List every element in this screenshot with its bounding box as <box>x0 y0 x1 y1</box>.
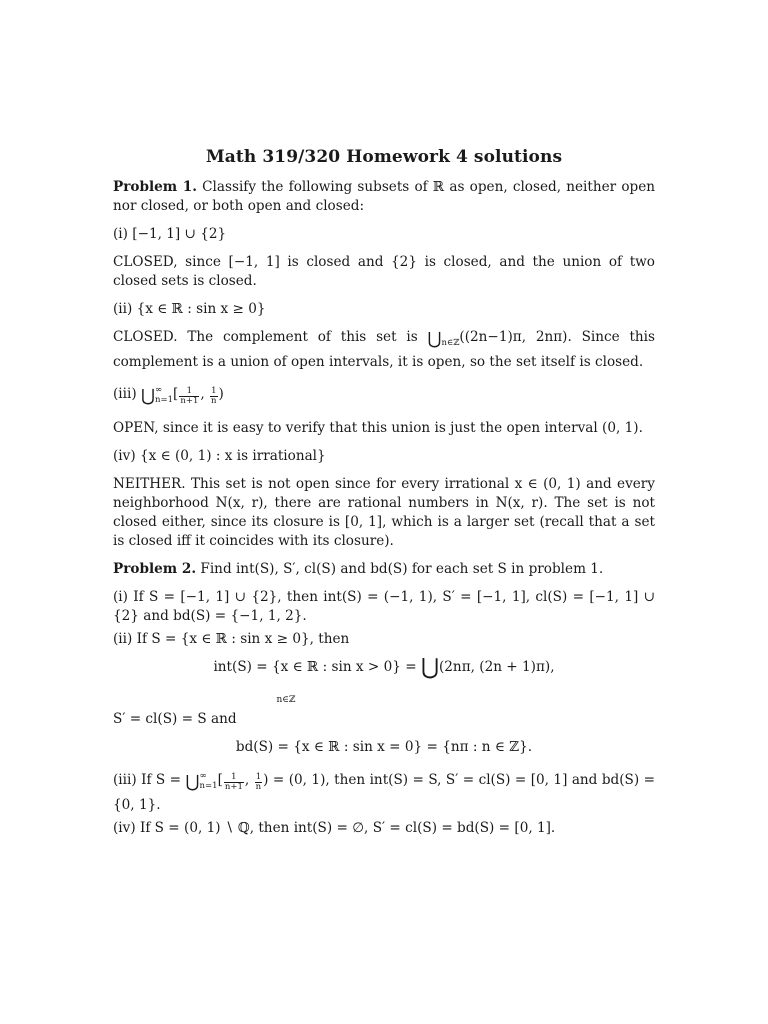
union-subscript: n=1 <box>155 395 174 405</box>
problem2-statement <box>113 560 655 579</box>
problem2-text: Find int(S), S′, cl(S) and bd(S) for each set S in problem 1. <box>200 561 604 577</box>
page-title: Math 319/320 Homework 4 solutions <box>205 147 563 167</box>
problem1-ii-answer <box>113 328 655 372</box>
problem1-ii-label: (ii) {x ∈ ℝ : sin x ≥ 0} <box>113 301 266 317</box>
union-subscript: n=1 <box>199 781 218 791</box>
union-symbol: ⋃ <box>420 655 439 680</box>
problem1-i-label: (i) [−1, 1] ∪ {2} <box>113 226 227 242</box>
fraction: $\frac{1}{n}$ <box>211 386 217 406</box>
problem2-ii-mid: S′ = cl(S) = S and <box>113 711 237 727</box>
union-superscript: ∞ <box>199 771 207 781</box>
union-superscript: ∞ <box>154 385 163 395</box>
union-symbol: ⋃ <box>185 772 200 792</box>
problem2-i-answer: (i) If S = [−1, 1] ∪ {2}, then int(S) = (−1, 1), S′ = [−1, 1], cl(S) = [−1, 1] ∪ {2} and bd(S) = {−1, 1, 2}. <box>113 589 655 624</box>
problem1-text: Classify the following subsets of ℝ as open, closed, neither open nor closed, or both open and closed: <box>113 179 656 214</box>
problem1-label: Problem 1. <box>113 179 197 195</box>
problem1-statement <box>113 178 655 216</box>
problem1-i-answer: CLOSED, since [−1, 1] is closed and {2} is closed, and the union of two closed sets is closed. <box>113 254 655 289</box>
problem2-ii-intro: (ii) If S = {x ∈ ℝ : sin x ≥ 0}, then <box>113 631 350 647</box>
problem1-iii-label: (iii) $⋃^\infty_{n=1}$[ $\frac{1}{n+1}$ , $\frac{1}{n}$ ) <box>113 385 224 406</box>
problem2-iv-answer: (iv) If S = (0, 1) ∖ ℚ, then int(S) = ∅, S′ = cl(S) = bd(S) = [0, 1]. <box>113 820 556 836</box>
problem2-ii-int-a: int(S) = {x ∈ ℝ : sin x > 0} = <box>213 659 421 675</box>
fraction: $\frac{1}{n+1}$ <box>224 772 243 792</box>
problem1-iv-label: (iv) {x ∈ (0, 1) : x is irrational} <box>113 448 326 464</box>
document-body <box>113 178 655 847</box>
problem1-iii-prefix: (iii) <box>113 386 141 402</box>
union-symbol: ⋃ <box>427 329 442 349</box>
problem1-iii-answer: OPEN, since it is easy to verify that this union is just the open interval (0, 1). <box>113 420 643 436</box>
problem2-iii-a: (iii) If S = <box>113 772 186 788</box>
problem2-iii-b: = (0, 1), then int(S) = S, S′ = cl(S) = [0, 1] and bd(S) = {0, 1}. <box>113 772 655 813</box>
union-symbol: ⋃ <box>140 386 155 406</box>
union-subscript: n∈ℤ <box>276 695 296 705</box>
problem2-label: Problem 2. <box>113 561 197 577</box>
problem1-iv-answer: NEITHER. This set is not open since for every irrational x ∈ (0, 1) and every neighborhood N(x, r), there are rational numbers in N(x, r). The set is not closed either, since its closure is [0, 1], which is a larger set (recall that a set is closed iff it coincides with its closure). <box>113 476 655 549</box>
union-subscript: n∈ℤ <box>441 338 460 348</box>
problem2-ii-int-b: (2nπ, (2n + 1)π), <box>438 659 555 675</box>
problem1-ii-answer-a: CLOSED. The complement of this set is <box>113 329 428 345</box>
problem2-iii-answer: (iii) If $S = ⋃^\infty_{n=1}$[ $\frac{1}{n+1}$ , $\frac{1}{n}$ ) = (0, 1), then int(S) = S, S′ = cl(S) = [0, 1] and bd(S) = {0, 1}. <box>113 771 655 813</box>
fraction: $\frac{1}{n}$ <box>255 772 262 792</box>
problem2-ii-int-display <box>113 655 655 705</box>
problem1-ii-answer-b: ((2n−1)π, 2nπ). Since this complement is a union of open intervals, it is open, so the set itself is closed. <box>113 329 655 370</box>
problem2-ii-bd-display: bd(S) = {x ∈ ℝ : sin x = 0} = {nπ : n ∈ ℤ}. <box>235 739 533 755</box>
fraction: $\frac{1}{n+1}$ <box>180 386 199 406</box>
